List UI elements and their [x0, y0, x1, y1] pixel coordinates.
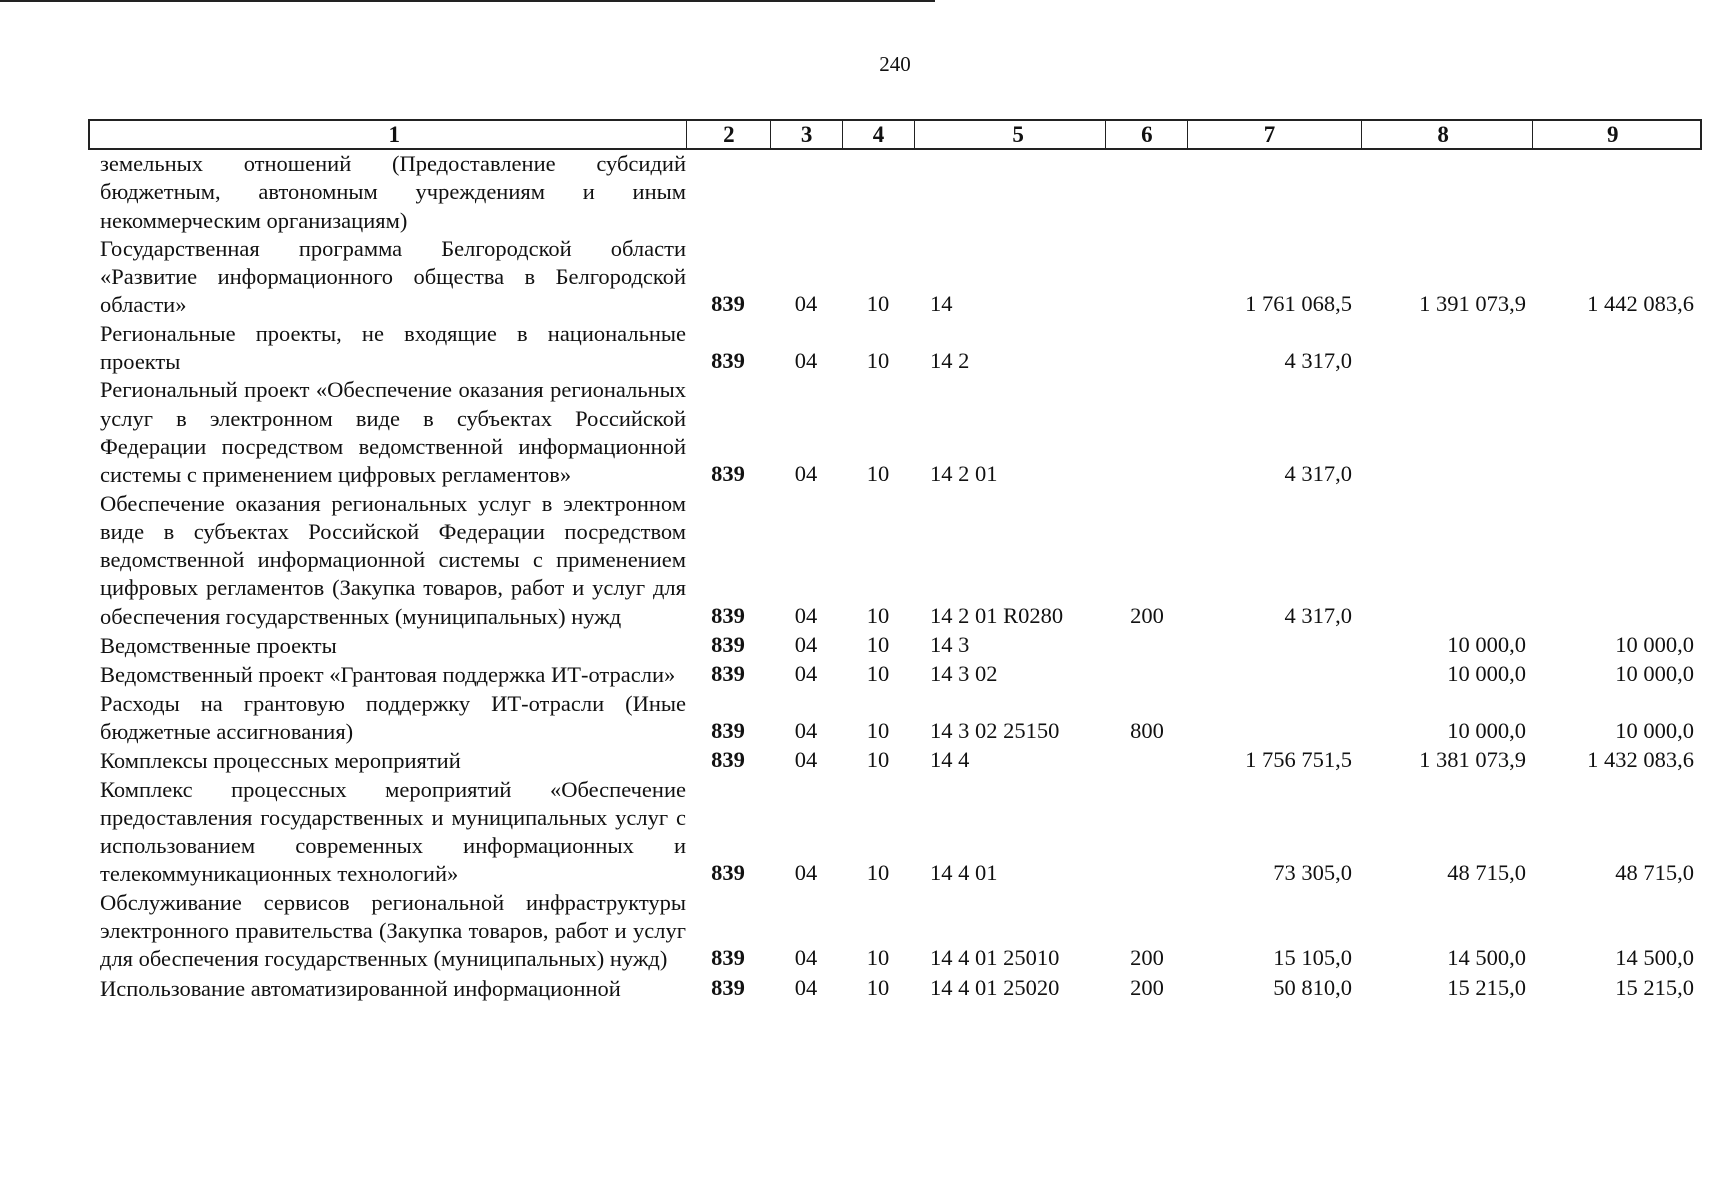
- amount-col9: 1 432 083,6: [1587, 747, 1694, 773]
- code-section: 04: [794, 860, 818, 886]
- table-row: [88, 631, 1702, 660]
- page-number: 240: [879, 52, 911, 76]
- code-admin: [686, 234, 770, 235]
- code-target: 14 4 01 25010: [930, 945, 1060, 971]
- code-target: 14 3 02 25150: [930, 717, 1060, 743]
- code-target: 14 3 02: [930, 661, 998, 687]
- code-section: [770, 234, 842, 235]
- code-section: 04: [794, 661, 818, 687]
- table-row: [88, 235, 1702, 320]
- header-cell-6: 6: [1105, 121, 1187, 148]
- amount-col7: 1 756 751,5: [1245, 747, 1352, 773]
- code-target: 14 4 01: [930, 860, 998, 886]
- amount-col9: [1534, 489, 1702, 490]
- code-subsection: [842, 234, 914, 235]
- row-name: земельных отношений (Предоставление субсидий бюджетным, автономным учреждениям и иным некоммерческим организациям): [100, 151, 686, 233]
- table-row: [88, 974, 1702, 1003]
- amount-col7: 4 317,0: [1284, 461, 1352, 487]
- table-row: [88, 746, 1702, 775]
- amount-col7: 15 105,0: [1273, 945, 1352, 971]
- code-expense-type: 800: [1130, 717, 1164, 743]
- amount-col9: 14 500,0: [1615, 945, 1694, 971]
- header-cell-3: 3: [770, 121, 842, 148]
- table-row: [88, 490, 1702, 631]
- code-section: 04: [794, 348, 818, 374]
- code-admin: 839: [711, 860, 745, 886]
- table-row: [88, 320, 1702, 377]
- code-section: 04: [794, 974, 818, 1000]
- header-cell-7: 7: [1187, 121, 1361, 148]
- table-header: [88, 119, 1702, 150]
- table-row: [88, 889, 1702, 974]
- code-expense-type: [1106, 319, 1188, 320]
- code-target: 14 2 01 R0280: [930, 602, 1064, 628]
- amount-col7: [1188, 689, 1362, 690]
- amount-col8: [1362, 234, 1534, 235]
- amount-col7: 50 810,0: [1273, 974, 1352, 1000]
- code-subsection: 10: [866, 860, 890, 886]
- amount-col9: 15 215,0: [1615, 974, 1694, 1000]
- code-target: 14 3: [930, 632, 970, 658]
- code-section: 04: [794, 461, 818, 487]
- code-section: 04: [794, 747, 818, 773]
- amount-col9: 10 000,0: [1615, 632, 1694, 658]
- amount-col7: 4 317,0: [1284, 602, 1352, 628]
- table-row: [88, 150, 1702, 235]
- amount-col9: 10 000,0: [1615, 717, 1694, 743]
- code-section: 04: [794, 632, 818, 658]
- table-row: [88, 376, 1702, 489]
- code-subsection: 10: [866, 661, 890, 687]
- row-name: Расходы на грантовую поддержку ИТ-отрасли (Иные бюджетные ассигнования): [100, 690, 686, 744]
- code-section: 04: [794, 717, 818, 743]
- code-section: 04: [794, 945, 818, 971]
- code-expense-type: 200: [1130, 945, 1164, 971]
- header-cell-1: 1: [388, 122, 400, 147]
- row-name: Региональные проекты, не входящие в национальные проекты: [100, 320, 686, 375]
- amount-col8: [1362, 375, 1534, 376]
- code-expense-type: [1106, 234, 1188, 235]
- code-section: 04: [794, 291, 818, 317]
- header-cell-9: 9: [1532, 121, 1700, 148]
- code-target: 14: [930, 291, 953, 317]
- amount-col9: [1534, 234, 1702, 235]
- code-admin: 839: [711, 717, 745, 743]
- table-row: [88, 660, 1702, 689]
- code-subsection: 10: [866, 291, 890, 317]
- amount-col7: [1188, 659, 1362, 660]
- row-name: Региональный проект «Обеспечение оказания региональных услуг в электронном виде в субъектах Российской Федерации посредством ведомственной информационной системы с применением цифровых регламентов»: [100, 377, 686, 488]
- amount-col8: [1362, 489, 1534, 490]
- code-admin: 839: [711, 602, 745, 628]
- code-target: [914, 234, 1106, 235]
- amount-col8: 48 715,0: [1447, 860, 1526, 886]
- code-subsection: 10: [866, 461, 890, 487]
- code-expense-type: [1106, 689, 1188, 690]
- code-admin: 839: [711, 945, 745, 971]
- code-expense-type: [1106, 489, 1188, 490]
- code-admin: 839: [711, 747, 745, 773]
- amount-col9: 1 442 083,6: [1587, 291, 1694, 317]
- header-cell-2: 2: [686, 121, 770, 148]
- header-cell-8: 8: [1361, 121, 1533, 148]
- code-subsection: 10: [866, 632, 890, 658]
- row-name: Обеспечение оказания региональных услуг в электронном виде в субъектах Российской Федерации посредством ведомственной информационной системы с применением цифровых регламентов (Закупка товаров, работ и услуг для обеспечения государственных (муниципальных) нужд: [100, 490, 686, 629]
- amount-col7: [1188, 234, 1362, 235]
- code-subsection: 10: [866, 602, 890, 628]
- code-subsection: 10: [866, 974, 890, 1000]
- row-name: Комплексы процессных мероприятий: [100, 748, 461, 774]
- header-cell-5: 5: [914, 121, 1106, 148]
- code-subsection: 10: [866, 945, 890, 971]
- code-subsection: 10: [866, 717, 890, 743]
- code-subsection: 10: [866, 747, 890, 773]
- code-admin: 839: [711, 348, 745, 374]
- code-expense-type: [1106, 659, 1188, 660]
- code-expense-type: 200: [1130, 974, 1164, 1000]
- top-rule: [0, 0, 935, 2]
- code-expense-type: [1106, 888, 1188, 889]
- code-target: 14 4: [930, 747, 970, 773]
- code-expense-type: [1106, 775, 1188, 776]
- row-name: Ведомственный проект «Грантовая поддержка ИТ-отрасли»: [100, 662, 676, 688]
- code-admin: 839: [711, 974, 745, 1000]
- row-name: Государственная программа Белгородской области «Развитие информационного общества в Белгородской области»: [100, 235, 686, 318]
- row-name: Использование автоматизированной информационной: [100, 975, 621, 1001]
- code-admin: 839: [711, 291, 745, 317]
- header-cell-4: 4: [842, 121, 914, 148]
- table-row: [88, 776, 1702, 889]
- code-target: 14 2 01: [930, 461, 998, 487]
- code-expense-type: [1106, 375, 1188, 376]
- amount-col9: 48 715,0: [1615, 860, 1694, 886]
- table-row: [88, 690, 1702, 747]
- row-name: Обслуживание сервисов региональной инфраструктуры электронного правительства (Закупка товаров, работ и услуг для обеспечения государственных (муниципальных) нужд): [100, 889, 686, 972]
- amount-col9: 10 000,0: [1615, 661, 1694, 687]
- amount-col7: 1 761 068,5: [1245, 291, 1352, 317]
- amount-col9: [1534, 375, 1702, 376]
- code-expense-type: 200: [1130, 602, 1164, 628]
- code-target: 14 2: [930, 348, 970, 374]
- amount-col7: 73 305,0: [1273, 860, 1352, 886]
- amount-col8: 1 391 073,9: [1419, 291, 1526, 317]
- row-name: Ведомственные проекты: [100, 633, 337, 659]
- amount-col8: 10 000,0: [1447, 632, 1526, 658]
- amount-col8: 14 500,0: [1447, 945, 1526, 971]
- code-admin: 839: [711, 661, 745, 687]
- amount-col8: 10 000,0: [1447, 717, 1526, 743]
- code-admin: 839: [711, 461, 745, 487]
- code-target: 14 4 01 25020: [930, 974, 1060, 1000]
- code-section: 04: [794, 602, 818, 628]
- row-name: Комплекс процессных мероприятий «Обеспечение предоставления государственных и муниципальных услуг с использованием современных информационных и телекоммуникационных технологий»: [100, 776, 686, 887]
- amount-col8: 15 215,0: [1447, 974, 1526, 1000]
- amount-col7: 4 317,0: [1284, 348, 1352, 374]
- code-subsection: 10: [866, 348, 890, 374]
- amount-col8: 1 381 073,9: [1419, 747, 1526, 773]
- budget-table: [88, 119, 1702, 1003]
- amount-col8: 10 000,0: [1447, 661, 1526, 687]
- code-admin: 839: [711, 632, 745, 658]
